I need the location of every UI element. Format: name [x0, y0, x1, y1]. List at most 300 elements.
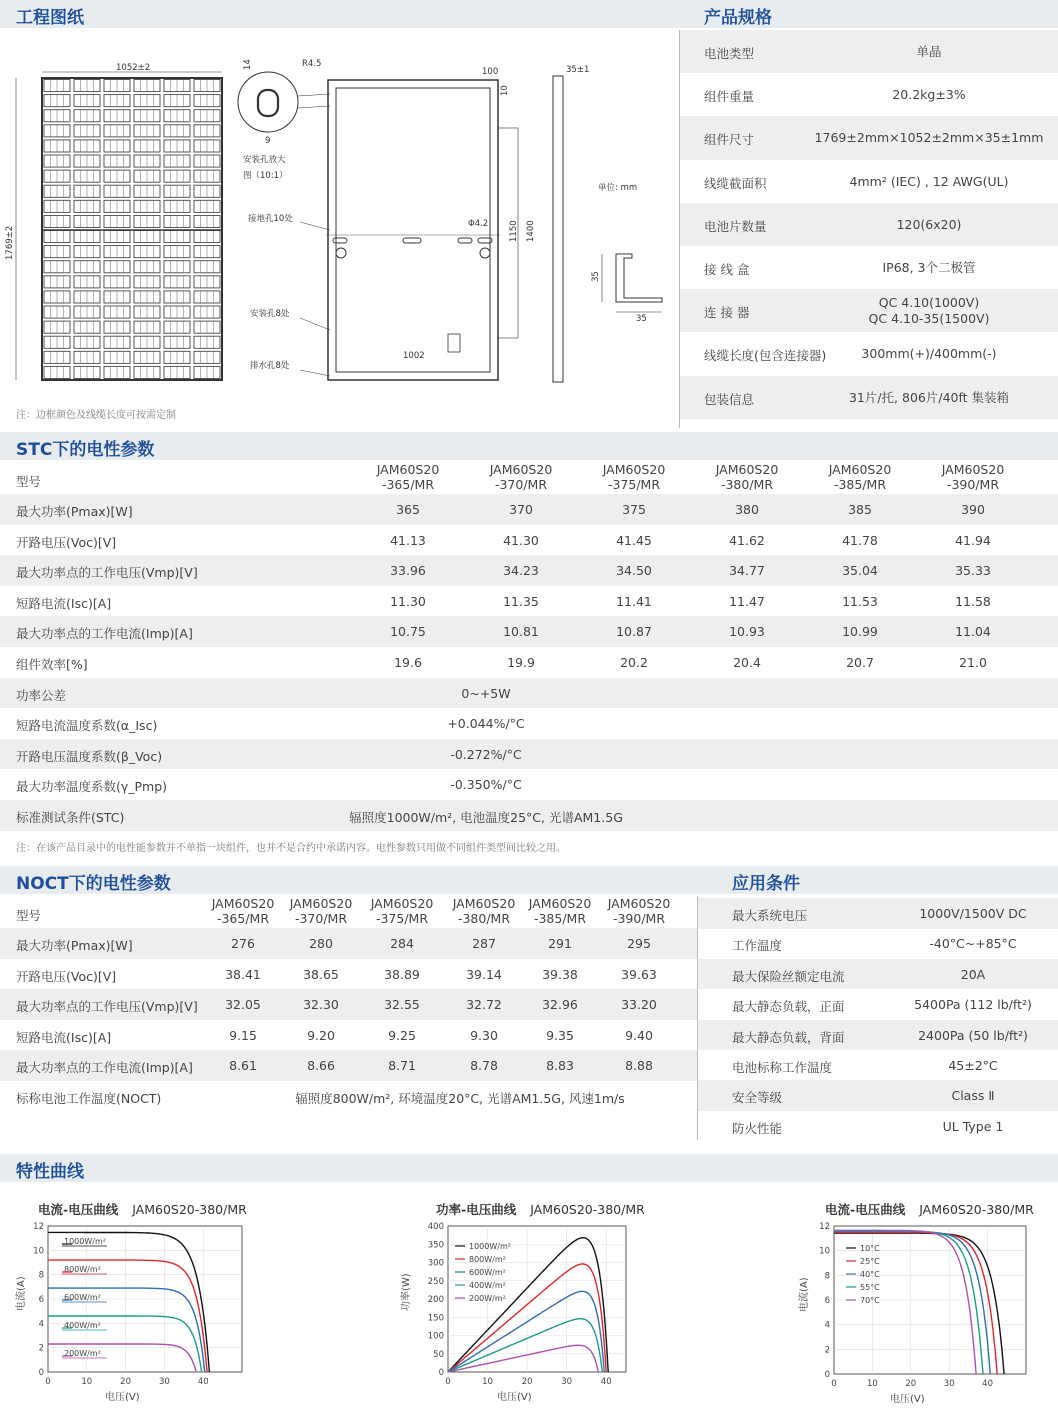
spec-row	[680, 376, 1058, 419]
x-tick-label: 0	[45, 1377, 51, 1387]
spec-value-line: QC 4.10-35(1500V)	[868, 311, 990, 327]
spec-value-line: 1769±2mm×1052±2mm×35±1mm	[814, 130, 1044, 146]
app-value: Class Ⅱ	[951, 1088, 995, 1104]
model-name: JAM60S20	[607, 896, 671, 911]
model-suffix: -375/MR	[607, 477, 661, 492]
y-tick-label: 12	[33, 1222, 44, 1232]
legend-label: 1000W/m²	[469, 1242, 511, 1251]
spec-label: 连 接 器	[704, 305, 750, 321]
dim-width: 1052±2	[116, 63, 151, 73]
spec-label: 线缆长度(包含连接器)	[704, 348, 827, 364]
app-label: 安全等级	[732, 1090, 783, 1106]
x-tick-label: 0	[445, 1377, 451, 1387]
cell-value: 365	[396, 502, 420, 517]
chart1-title	[38, 1200, 247, 1218]
dim-1150: 1150	[509, 220, 519, 242]
cell-value: 34.77	[729, 563, 765, 579]
stc-row	[0, 616, 1058, 647]
model-suffix: -385/MR	[533, 911, 587, 926]
spec-row	[680, 246, 1058, 289]
cell-value: 9.40	[625, 1027, 653, 1043]
cell-value: 10.93	[729, 624, 765, 640]
cell-value: 370	[509, 502, 533, 517]
cell-value: 32.96	[542, 997, 578, 1013]
app-label: 最大静态负载，正面	[732, 999, 845, 1015]
noct-row	[0, 928, 697, 959]
row-label: 开路电压(Voc)[V]	[16, 534, 117, 550]
model-header	[697, 462, 797, 492]
model-label: 型号	[16, 474, 42, 489]
cell-value: 41.62	[729, 532, 765, 548]
model-name: JAM60S20	[289, 896, 353, 911]
cell-value: 280	[309, 936, 333, 951]
chart2-model: JAM60S20-380/MR	[530, 1202, 645, 1217]
dim-9: 9	[265, 136, 271, 146]
y-axis-label: 电流(A)	[16, 1276, 27, 1311]
x-tick-label: 20	[521, 1377, 533, 1387]
merged-value: -0.350%/°C	[450, 777, 522, 793]
model-header	[923, 462, 1023, 492]
x-axis-label: 电压(V)	[497, 1392, 532, 1403]
iv-irradiance-chart	[0, 1218, 260, 1410]
app-row	[698, 1050, 1058, 1081]
legend-label: 800W/m²	[64, 1265, 101, 1274]
cell-value: 20.7	[846, 655, 874, 670]
app-label: 最大静态负载，背面	[732, 1029, 845, 1045]
model-name: JAM60S20	[211, 896, 275, 911]
dim-14: 14	[243, 59, 253, 70]
model-header	[810, 462, 910, 492]
model-name: JAM60S20	[715, 462, 779, 477]
cell-value: 380	[735, 502, 759, 517]
y-tick-label: 100	[427, 1331, 444, 1342]
stc-row	[0, 739, 1058, 770]
pv-irradiance-chart	[395, 1218, 645, 1410]
y-tick-label: 4	[38, 1319, 44, 1330]
cell-value: 10.81	[503, 624, 539, 640]
x-tick-label: 30	[158, 1377, 170, 1387]
spec-label: 电池类型	[704, 46, 755, 61]
x-tick-label: 10	[866, 1379, 878, 1389]
stc-row	[0, 586, 1058, 617]
cell-value: 41.13	[390, 532, 426, 548]
cell-value: 291	[548, 936, 572, 951]
cell-value: 11.41	[616, 593, 652, 609]
y-tick-label: 400	[427, 1222, 444, 1232]
cell-value: 33.20	[621, 997, 657, 1013]
spec-row	[680, 160, 1058, 203]
row-label: 短路电流(Isc)[A]	[16, 595, 112, 611]
ground-hole-label: 接地孔10处	[248, 214, 293, 224]
cell-value: 8.61	[229, 1058, 257, 1074]
cell-value: 41.78	[842, 532, 878, 548]
spec-row	[680, 116, 1058, 159]
spec-value	[800, 346, 1058, 362]
y-tick-label: 2	[824, 1345, 830, 1356]
y-tick-label: 350	[427, 1240, 444, 1251]
spec-row	[680, 30, 1058, 73]
spec-value-line: IP68, 3个二极管	[882, 260, 976, 275]
noct-row	[0, 959, 697, 990]
dim-35-thickness: 35±1	[566, 65, 590, 75]
series-line	[448, 1291, 604, 1372]
y-tick-label: 4	[824, 1320, 830, 1331]
cell-value: 11.35	[503, 593, 539, 609]
spec-value-line: 4mm² (IEC) , 12 AWG(UL)	[849, 173, 1009, 189]
legend-label: 600W/m²	[64, 1293, 101, 1302]
y-tick-label: 150	[427, 1313, 444, 1324]
noct-header-row	[0, 896, 697, 928]
legend-label: 200W/m²	[64, 1349, 101, 1358]
model-header	[281, 896, 361, 926]
x-tick-label: 20	[905, 1379, 917, 1389]
series-line	[834, 1233, 997, 1375]
y-tick-label: 6	[824, 1296, 830, 1306]
chart2-title	[436, 1200, 645, 1218]
y-tick-label: 10	[33, 1246, 44, 1257]
spec-value	[800, 217, 1058, 233]
spec-label: 组件尺寸	[704, 132, 755, 148]
app-value: 2400Pa (50 lb/ft²)	[918, 1027, 1028, 1043]
stc-row	[0, 525, 1058, 556]
app-row	[698, 989, 1058, 1020]
merged-value: -0.272%/°C	[450, 746, 522, 762]
y-tick-label: 0	[438, 1368, 444, 1378]
cell-value: 390	[961, 502, 985, 517]
model-suffix: -375/MR	[375, 911, 429, 926]
spec-label: 包装信息	[704, 391, 755, 407]
cell-value: 10.75	[390, 624, 426, 640]
cell-value: 39.14	[466, 966, 502, 982]
row-label: 最大功率(Pmax)[W]	[16, 504, 133, 519]
cell-value: 38.65	[303, 966, 339, 982]
chart3-title	[825, 1200, 1034, 1218]
cell-value: 9.30	[470, 1027, 498, 1043]
cell-value: 276	[231, 936, 255, 951]
cell-value: 39.38	[542, 966, 578, 982]
model-suffix: -365/MR	[216, 911, 270, 926]
app-label: 最大保险丝额定电流	[732, 968, 845, 984]
stc-row	[0, 647, 1058, 678]
legend-label: 800W/m²	[469, 1255, 506, 1264]
cell-value: 39.63	[621, 966, 657, 982]
zoom-scale: 图（10:1）	[243, 171, 288, 181]
row-label: 短路电流(Isc)[A]	[16, 1029, 112, 1045]
spec-value	[800, 174, 1058, 190]
app-value: UL Type 1	[942, 1118, 1004, 1134]
dim-phi: Φ4.2	[468, 219, 489, 229]
x-axis-label: 电压(V)	[105, 1392, 140, 1403]
curves-title: 特性曲线	[16, 1162, 84, 1182]
legend-label: 40°C	[860, 1270, 880, 1279]
spec-label: 接 线 盒	[704, 262, 750, 277]
series-line	[834, 1230, 976, 1374]
zoom-label: 安装孔放大	[243, 155, 286, 165]
model-name: JAM60S20	[828, 462, 892, 477]
cell-value: 11.47	[729, 593, 765, 609]
merged-value: 辐照度800W/m², 环境温度20°C, 光谱AM1.5G, 风速1m/s	[295, 1091, 625, 1106]
cell-value: 11.30	[390, 593, 426, 609]
model-suffix: -380/MR	[457, 911, 511, 926]
noct-row	[0, 1081, 697, 1112]
spec-value-line: 单晶	[916, 44, 942, 59]
model-header	[584, 462, 684, 492]
cell-value: 38.89	[384, 966, 420, 982]
stc-row	[0, 800, 1058, 831]
legend-label: 70°C	[860, 1296, 880, 1305]
app-row	[698, 928, 1058, 959]
x-tick-label: 40	[600, 1377, 612, 1387]
merged-value: 0~+5W	[461, 685, 511, 701]
app-title: 应用条件	[732, 874, 800, 894]
dim-1400: 1400	[526, 220, 536, 242]
iv-temperature-chart	[785, 1218, 1045, 1410]
x-tick-label: 0	[831, 1379, 837, 1389]
stc-row	[0, 494, 1058, 525]
x-tick-label: 10	[482, 1377, 493, 1387]
chart1-title-text: 电流-电压曲线	[38, 1202, 119, 1217]
model-suffix: -385/MR	[833, 477, 887, 492]
cell-value: 34.50	[616, 563, 652, 579]
y-tick-label: 200	[427, 1295, 444, 1305]
drain-hole-label: 排水孔8处	[250, 361, 290, 371]
cell-value: 19.9	[507, 655, 535, 670]
series-line	[834, 1231, 983, 1374]
model-header	[362, 896, 442, 926]
y-axis-label: 电流(A)	[799, 1277, 810, 1312]
cell-value: 41.30	[503, 532, 539, 548]
cell-value: 9.20	[307, 1027, 335, 1043]
row-label: 最大功率(Pmax)[W]	[16, 938, 133, 953]
cell-value: 9.35	[546, 1027, 574, 1043]
dim-35-height: 35	[591, 271, 601, 282]
spec-value-line: 31片/托, 806片/40ft 集装箱	[848, 389, 1010, 405]
cell-value: 8.66	[307, 1058, 335, 1074]
spec-row	[680, 332, 1058, 375]
y-tick-label: 50	[433, 1349, 444, 1360]
model-name: JAM60S20	[528, 896, 592, 911]
app-value: 5400Pa (112 lb/ft²)	[914, 997, 1032, 1013]
app-row	[698, 1080, 1058, 1111]
model-suffix: -380/MR	[720, 477, 774, 492]
cell-value: 284	[390, 936, 414, 951]
spec-value	[800, 390, 1058, 406]
cell-value: 385	[848, 502, 872, 517]
noct-row	[0, 1050, 697, 1081]
cell-value: 9.15	[229, 1027, 257, 1043]
spec-value	[800, 44, 1058, 60]
spec-value-line: 300mm(+)/400mm(-)	[861, 346, 997, 362]
series-line	[834, 1232, 990, 1374]
app-value: -40°C~+85°C	[929, 936, 1017, 952]
dim-r45: R4.5	[302, 59, 322, 69]
legend-label: 400W/m²	[469, 1281, 506, 1290]
y-tick-label: 250	[427, 1276, 444, 1287]
spec-label: 组件重量	[704, 89, 755, 105]
app-label: 最大系统电压	[732, 908, 808, 923]
noct-row	[0, 989, 697, 1020]
model-suffix: -370/MR	[294, 911, 348, 926]
stc-row	[0, 708, 1058, 739]
cell-value: 8.83	[546, 1058, 574, 1074]
model-header	[599, 896, 679, 926]
dim-35-width: 35	[636, 314, 647, 324]
model-header	[444, 896, 524, 926]
y-tick-label: 8	[38, 1270, 44, 1281]
app-header	[698, 866, 1058, 896]
stc-note: 注：在该产品目录中的电性能参数并不单指一块组件，也并不是合约中承诺内容。电性参数只用做不同组件类型间比较之用。	[16, 843, 566, 854]
dim-100: 100	[482, 67, 499, 77]
y-tick-label: 0	[824, 1370, 830, 1380]
spec-value	[800, 295, 1058, 327]
x-tick-label: 40	[982, 1379, 994, 1389]
app-value: 1000V/1500V DC	[919, 906, 1027, 921]
app-row	[698, 1111, 1058, 1142]
panel-front-outline	[42, 78, 222, 380]
y-tick-label: 10	[819, 1246, 830, 1257]
panel-back-outline	[328, 80, 498, 380]
model-header	[520, 896, 600, 926]
app-label: 工作温度	[732, 938, 783, 954]
row-label: 最大功率点的工作电压(Vmp)[V]	[16, 999, 198, 1015]
model-name: JAM60S20	[602, 462, 666, 477]
y-tick-label: 0	[38, 1368, 44, 1378]
cell-value: 11.04	[955, 624, 991, 640]
spec-value-line: QC 4.10(1000V)	[878, 295, 980, 311]
cell-value: 8.71	[388, 1058, 416, 1074]
cell-value: 11.53	[842, 593, 878, 609]
chart2-title-text: 功率-电压曲线	[436, 1202, 517, 1217]
stc-row	[0, 769, 1058, 800]
cell-value: 10.87	[616, 624, 652, 640]
spec-value-line: 120(6x20)	[896, 216, 962, 232]
row-label: 开路电压(Voc)[V]	[16, 968, 117, 984]
row-label: 最大功率点的工作电流(Imp)[A]	[16, 626, 193, 642]
model-name: JAM60S20	[452, 896, 516, 911]
merged-value: +0.044%/°C	[447, 716, 525, 732]
cell-value: 375	[622, 502, 646, 517]
app-value: 20A	[960, 966, 986, 982]
x-tick-label: 30	[561, 1377, 573, 1387]
x-tick-label: 20	[120, 1377, 132, 1387]
stc-title: STC下的电性参数	[16, 440, 155, 460]
row-label: 最大功率点的工作电压(Vmp)[V]	[16, 565, 198, 581]
unit-label: 单位: mm	[598, 183, 638, 193]
model-suffix: -370/MR	[494, 477, 548, 492]
model-header	[203, 896, 283, 926]
app-label: 防火性能	[732, 1120, 783, 1136]
stc-header	[0, 432, 1058, 462]
model-label: 型号	[16, 908, 42, 923]
row-label: 开路电压温度系数(β_Voc)	[16, 748, 163, 764]
spec-header	[680, 0, 1058, 30]
cell-value: 20.2	[620, 655, 648, 670]
stc-row	[0, 555, 1058, 586]
noct-title: NOCT下的电性参数	[16, 874, 171, 894]
mount-hole-label: 安装孔8处	[250, 309, 290, 319]
chart3-model: JAM60S20-380/MR	[919, 1202, 1034, 1217]
legend-label: 10°C	[860, 1244, 880, 1253]
model-suffix: -390/MR	[946, 477, 1000, 492]
spec-label: 电池片数量	[704, 218, 767, 234]
cell-value: 32.30	[303, 997, 339, 1013]
cell-value: 32.55	[384, 997, 420, 1013]
cell-value: 8.78	[470, 1058, 498, 1074]
x-axis-label: 电压(V)	[890, 1394, 925, 1405]
model-suffix: -390/MR	[612, 911, 666, 926]
cell-value: 35.04	[842, 563, 878, 579]
model-name: JAM60S20	[489, 462, 553, 477]
legend-label: 200W/m²	[469, 1294, 506, 1303]
row-label: 组件效率[%]	[16, 657, 88, 672]
spec-value	[800, 130, 1058, 146]
cell-value: 11.58	[955, 593, 991, 609]
app-value: 45±2°C	[948, 1058, 998, 1073]
cell-value: 34.23	[503, 563, 539, 579]
x-tick-label: 30	[943, 1379, 955, 1389]
dim-1002: 1002	[403, 351, 425, 361]
cell-value: 41.94	[955, 532, 991, 548]
legend-label: 600W/m²	[469, 1268, 506, 1277]
drawing-title: 工程图纸	[16, 8, 84, 28]
model-suffix: -365/MR	[381, 477, 435, 492]
drawing-note: 注：边框颜色及线缆长度可按需定制	[16, 410, 176, 421]
legend-label: 25°C	[860, 1257, 880, 1266]
cell-value: 19.6	[394, 655, 422, 670]
x-tick-label: 40	[197, 1377, 209, 1387]
cell-value: 32.72	[466, 997, 502, 1013]
spec-value	[800, 260, 1058, 276]
noct-row	[0, 1020, 697, 1051]
model-name: JAM60S20	[941, 462, 1005, 477]
app-row	[698, 959, 1058, 990]
spec-value-line: 20.2kg±3%	[892, 87, 966, 103]
y-tick-label: 6	[38, 1295, 44, 1305]
row-label: 功率公差	[16, 687, 67, 703]
model-header	[471, 462, 571, 492]
cell-value: 295	[627, 936, 651, 951]
y-axis-label: 功率(W)	[401, 1273, 412, 1311]
cell-value: 287	[472, 936, 496, 951]
cell-value: 38.41	[225, 966, 261, 982]
model-name: JAM60S20	[376, 462, 440, 477]
model-name: JAM60S20	[370, 896, 434, 911]
row-label: 最大功率温度系数(γ_Pmp)	[16, 779, 168, 795]
app-label: 电池标称工作温度	[732, 1060, 833, 1075]
chart1-model: JAM60S20-380/MR	[132, 1202, 247, 1217]
cell-value: 8.88	[625, 1058, 653, 1074]
cell-value: 33.96	[390, 563, 426, 579]
cell-value: 9.25	[388, 1027, 416, 1043]
row-label: 最大功率点的工作电流(Imp)[A]	[16, 1060, 193, 1076]
legend-label: 1000W/m²	[64, 1237, 106, 1246]
spec-row	[680, 203, 1058, 246]
curves-header	[0, 1154, 1058, 1184]
app-row	[698, 1020, 1058, 1051]
dim-height: 1769±2	[5, 225, 15, 260]
cell-value: 35.33	[955, 563, 991, 579]
row-label: 标称电池工作温度(NOCT)	[16, 1091, 162, 1106]
drawing-header	[0, 0, 680, 30]
spec-label: 线缆截面积	[704, 175, 767, 191]
noct-header	[0, 866, 698, 896]
legend-label: 55°C	[860, 1283, 880, 1292]
series-line	[448, 1345, 598, 1372]
dim-10: 10	[500, 85, 510, 96]
cell-value: 10.99	[842, 624, 878, 640]
cell-value: 32.05	[225, 997, 261, 1013]
app-row	[698, 898, 1058, 929]
